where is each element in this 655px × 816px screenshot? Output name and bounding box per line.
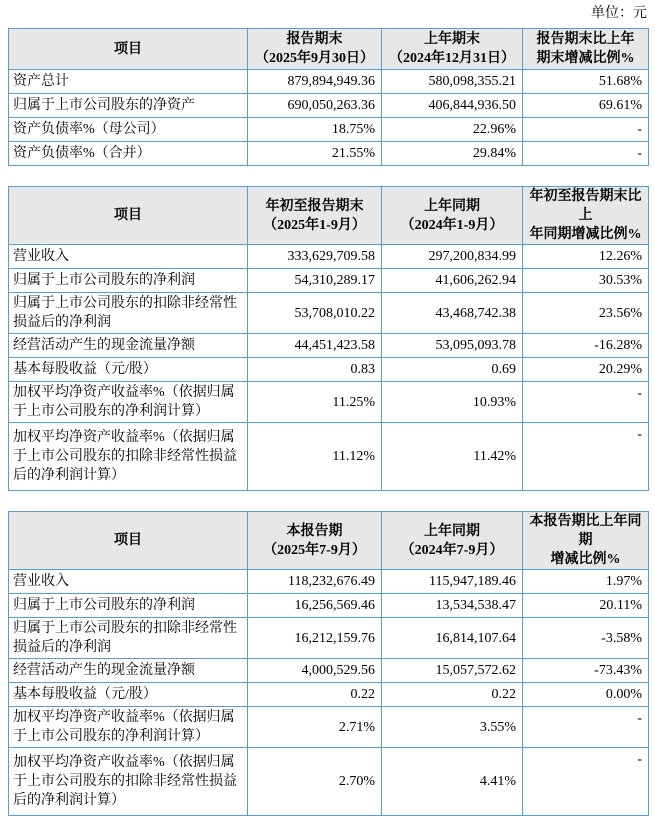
current-period-cell: 4,000,529.56 — [248, 659, 382, 683]
prior-period-cell: 406,844,936.50 — [382, 94, 523, 118]
change-percent-cell: - — [523, 423, 649, 491]
prior-period-cell: 16,814,107.64 — [382, 618, 523, 659]
prior-period-cell: 53,095,093.78 — [382, 334, 523, 358]
prior-period-cell: 41,606,262.94 — [382, 269, 523, 293]
year-to-date-summary-table — [8, 186, 649, 491]
change-percent-cell: 20.29% — [523, 358, 649, 382]
table-row — [9, 748, 649, 816]
table-row — [9, 142, 649, 166]
column-header: 上年同期 （2024年7-9月） — [382, 512, 523, 570]
item-cell: 归属于上市公司股东的扣除非经常性损益后的净利润 — [9, 293, 248, 334]
column-header: 本报告期比上年同期 增减比例% — [523, 512, 649, 570]
item-cell: 经营活动产生的现金流量净额 — [9, 659, 248, 683]
column-header: 年初至报告期末比上 年同期增减比例% — [523, 187, 649, 245]
table-row — [9, 245, 649, 269]
change-percent-cell: 51.68% — [523, 70, 649, 94]
prior-period-cell: 297,200,834.99 — [382, 245, 523, 269]
current-period-cell: 54,310,289.17 — [248, 269, 382, 293]
change-percent-cell: -16.28% — [523, 334, 649, 358]
change-percent-cell: - — [523, 142, 649, 166]
item-cell: 基本每股收益（元/股） — [9, 358, 248, 382]
prior-period-cell: 11.42% — [382, 423, 523, 491]
current-period-cell: 11.12% — [248, 423, 382, 491]
current-period-cell: 0.22 — [248, 683, 382, 707]
current-period-cell: 44,451,423.58 — [248, 334, 382, 358]
table-row — [9, 423, 649, 491]
item-cell: 加权平均净资产收益率%（依据归属于上市公司股东的净利润计算） — [9, 382, 248, 423]
column-header: 项目 — [9, 187, 248, 245]
prior-period-cell: 115,947,189.46 — [382, 570, 523, 594]
change-percent-cell: -73.43% — [523, 659, 649, 683]
table-row — [9, 683, 649, 707]
prior-period-cell: 15,057,572.62 — [382, 659, 523, 683]
period-end-summary-table — [8, 28, 649, 166]
prior-period-cell: 3.55% — [382, 707, 523, 748]
table-row — [9, 382, 649, 423]
column-header: 上年期末 （2024年12月31日） — [382, 29, 523, 70]
table-row — [9, 707, 649, 748]
current-quarter-summary-table — [8, 511, 649, 816]
change-percent-cell: 20.11% — [523, 594, 649, 618]
column-header: 报告期末比上年 期末增减比例% — [523, 29, 649, 70]
prior-period-cell: 43,468,742.38 — [382, 293, 523, 334]
item-cell: 归属于上市公司股东的扣除非经常性损益后的净利润 — [9, 618, 248, 659]
change-percent-cell: - — [523, 707, 649, 748]
change-percent-cell: 12.26% — [523, 245, 649, 269]
table-row — [9, 118, 649, 142]
prior-period-cell: 22.96% — [382, 118, 523, 142]
column-header: 上年同期 （2024年1-9月） — [382, 187, 523, 245]
table-row — [9, 293, 649, 334]
prior-period-cell: 0.69 — [382, 358, 523, 382]
header-row — [9, 29, 649, 70]
item-cell: 营业收入 — [9, 570, 248, 594]
prior-period-cell: 29.84% — [382, 142, 523, 166]
change-percent-cell: 30.53% — [523, 269, 649, 293]
current-period-cell: 2.70% — [248, 748, 382, 816]
prior-period-cell: 4.41% — [382, 748, 523, 816]
column-header: 项目 — [9, 29, 248, 70]
change-percent-cell: 69.61% — [523, 94, 649, 118]
current-period-cell: 53,708,010.22 — [248, 293, 382, 334]
change-percent-cell: -3.58% — [523, 618, 649, 659]
current-period-cell: 879,894,949.36 — [248, 70, 382, 94]
table-row — [9, 94, 649, 118]
item-cell: 归属于上市公司股东的净利润 — [9, 269, 248, 293]
change-percent-cell: - — [523, 382, 649, 423]
table-row — [9, 659, 649, 683]
change-percent-cell: - — [523, 118, 649, 142]
item-cell: 基本每股收益（元/股） — [9, 683, 248, 707]
column-header: 项目 — [9, 512, 248, 570]
item-cell: 资产负债率%（母公司） — [9, 118, 248, 142]
change-percent-cell: 0.00% — [523, 683, 649, 707]
table-row — [9, 70, 649, 94]
item-cell: 归属于上市公司股东的净利润 — [9, 594, 248, 618]
item-cell: 归属于上市公司股东的净资产 — [9, 94, 248, 118]
current-period-cell: 690,050,263.36 — [248, 94, 382, 118]
table-row — [9, 269, 649, 293]
item-cell: 加权平均净资产收益率%（依据归属于上市公司股东的扣除非经常性损益后的净利润计算） — [9, 748, 248, 816]
change-percent-cell: 1.97% — [523, 570, 649, 594]
current-period-cell: 11.25% — [248, 382, 382, 423]
prior-period-cell: 580,098,355.21 — [382, 70, 523, 94]
current-period-cell: 21.55% — [248, 142, 382, 166]
prior-period-cell: 13,534,538.47 — [382, 594, 523, 618]
item-cell: 资产负债率%（合并） — [9, 142, 248, 166]
unit-label: 单位：元 — [591, 6, 647, 21]
table-row — [9, 358, 649, 382]
table-row — [9, 334, 649, 358]
item-cell: 资产总计 — [9, 70, 248, 94]
column-header: 年初至报告期末 （2025年1-9月） — [248, 187, 382, 245]
prior-period-cell: 0.22 — [382, 683, 523, 707]
header-row — [9, 187, 649, 245]
item-cell: 经营活动产生的现金流量净额 — [9, 334, 248, 358]
change-percent-cell: - — [523, 748, 649, 816]
current-period-cell: 333,629,709.58 — [248, 245, 382, 269]
table-row — [9, 570, 649, 594]
current-period-cell: 0.83 — [248, 358, 382, 382]
prior-period-cell: 10.93% — [382, 382, 523, 423]
current-period-cell: 118,232,676.49 — [248, 570, 382, 594]
column-header: 本报告期 （2025年7-9月） — [248, 512, 382, 570]
item-cell: 加权平均净资产收益率%（依据归属于上市公司股东的净利润计算） — [9, 707, 248, 748]
current-period-cell: 2.71% — [248, 707, 382, 748]
table-row — [9, 618, 649, 659]
current-period-cell: 16,256,569.46 — [248, 594, 382, 618]
change-percent-cell: 23.56% — [523, 293, 649, 334]
header-row — [9, 512, 649, 570]
table-row — [9, 594, 649, 618]
column-header: 报告期末 （2025年9月30日） — [248, 29, 382, 70]
current-period-cell: 18.75% — [248, 118, 382, 142]
item-cell: 营业收入 — [9, 245, 248, 269]
current-period-cell: 16,212,159.76 — [248, 618, 382, 659]
item-cell: 加权平均净资产收益率%（依据归属于上市公司股东的扣除非经常性损益后的净利润计算） — [9, 423, 248, 491]
